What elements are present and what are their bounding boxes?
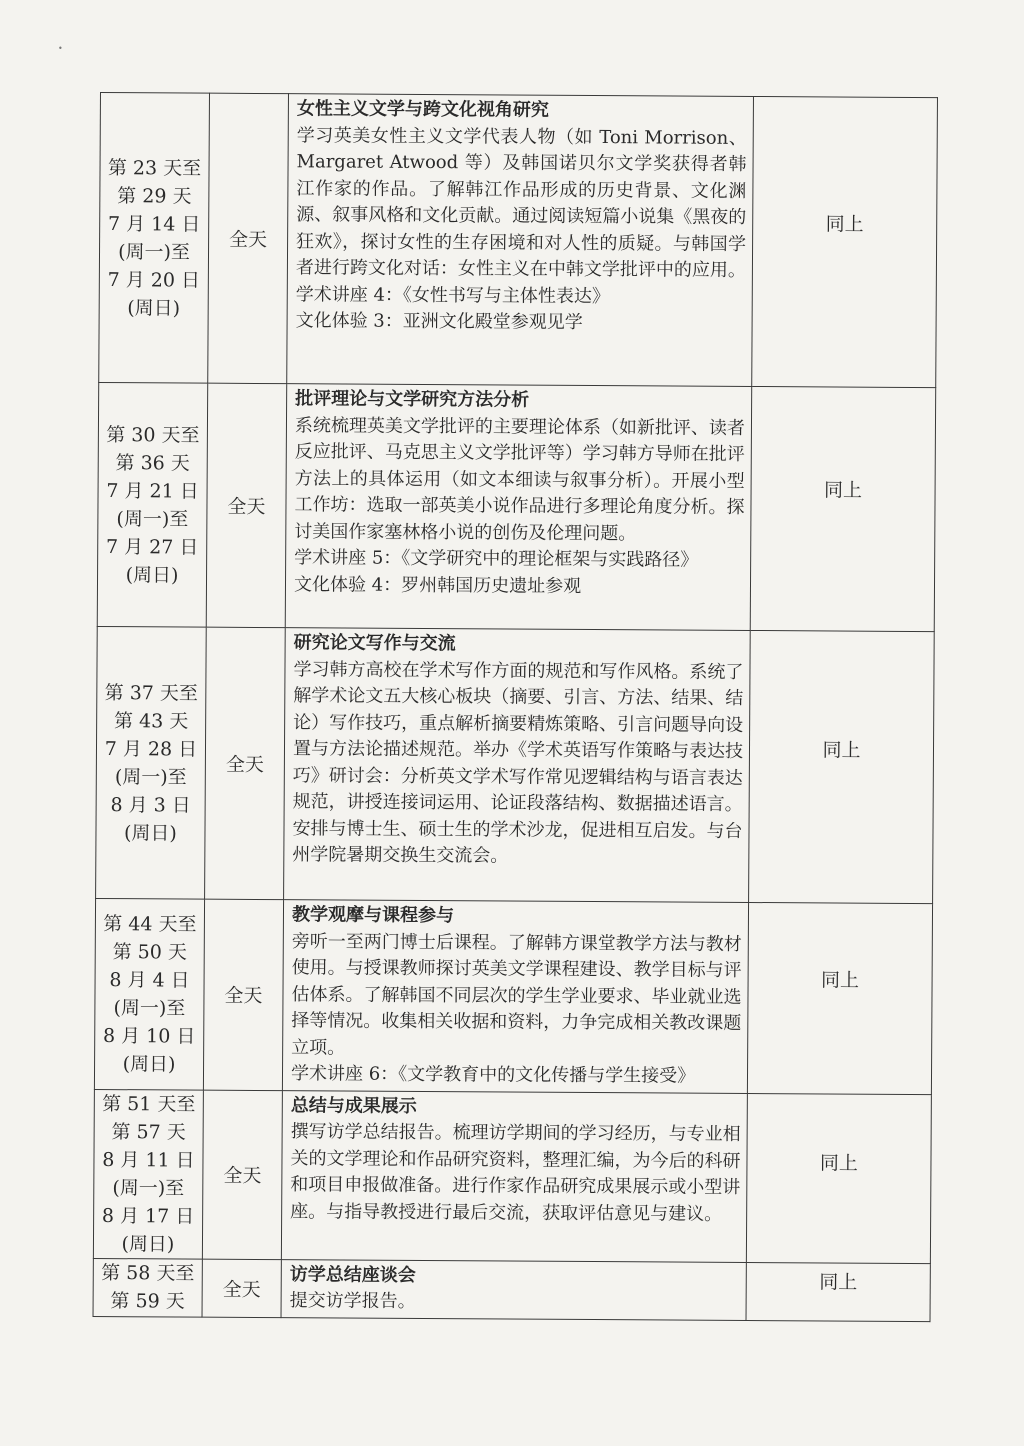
date-line: 第 30 天至 [106,423,200,447]
schedule-body [93,93,937,1322]
date-line: 7 月 28 日 [104,737,198,761]
remark-cell [747,902,932,1094]
date-line: (周一)至 [114,765,187,789]
item-body: 旁听一至两门博士后课程。了解韩方课堂教学方法与教材使用。与授课教师探讨英美文学课程建设、教学目标与评估体系。了解韩国不同层次的学生学业要求、毕业就业选择等情况。收集相关收据和资料，力争完成相关教改课题立项。 [291,930,742,1059]
item-title: 研究论文写作与交流 [293,632,456,655]
content-cell [281,1090,747,1262]
date-line: 7 月 27 日 [105,535,199,559]
content-cell [282,900,748,1093]
date-line: 第 37 天至 [104,681,199,705]
item-body: 提交访学报告。 [289,1290,416,1312]
remark-text: 同上 [819,1270,858,1294]
schedule-row [93,1089,931,1263]
date-line: (周日) [125,563,179,586]
date-line: 8 月 11 日 [102,1148,195,1172]
item-extra: 学术讲座 6：《文学教育中的文化传播与学生接受》 [290,1063,696,1087]
item-extra: 文化体验 4：罗州韩国历史遗址参观 [293,573,582,597]
schedule-row [93,1258,930,1321]
remark-cell [749,630,935,903]
remark-text: 同上 [822,739,861,762]
remark-text: 同上 [823,479,863,502]
date-line: 8 月 10 日 [102,1024,196,1048]
item-body: 撰写访学总结报告。梳理访学期间的学习经历，与专业相关的文学理论和作品研究资料，整理汇编，为今后的科研和项目申报做准备。进行作家作品研究成果展示或小型讲座。与指导教授进行最后交流，获取评估意见与建议。 [290,1121,741,1225]
content-cell [281,1259,746,1320]
item-extra: 学术讲座 5：《文学研究中的理论框架与实践路径》 [294,547,699,571]
schedule-row [96,626,935,903]
remark-cell [746,1093,931,1263]
item-title: 教学观摩与课程参与 [291,904,455,927]
date-line: 第 51 天至 [102,1092,196,1116]
schedule-row [94,898,932,1094]
item-extra: 安排与博士生、硕士生的学术沙龙，促进相互启发。与台州学院暑期交换生交流会。 [292,817,743,867]
date-line: (周日) [127,296,181,319]
item-title: 访学总结座谈会 [289,1263,416,1286]
time-cell: 全天 [203,899,283,1090]
date-line: 7 月 21 日 [106,479,199,503]
item-body: 系统梳理英美文学批评的主要理论体系（如新批评、读者反应批评、马克思主义文学批评等）学习韩方导师在批评方法上的具体运用（如文本细读与叙事分析）。开展小型工作坊：选取一部英美小说作品进行多理论角度分析。探讨美国作家塞林格小说的创伤及伦理问题。 [294,414,746,544]
date-line: (周一)至 [113,996,186,1020]
date-line: 第 44 天至 [103,912,197,936]
date-line: 第 43 天 [113,709,189,733]
item-title: 总结与成果展示 [290,1094,417,1117]
date-line: (周一)至 [118,240,190,264]
date-cell [94,898,204,1089]
time-cell: 全天 [208,93,289,383]
date-line: (周一)至 [112,1176,185,1200]
item-title: 女性主义文学与跨文化视角研究 [296,98,549,121]
date-cell [99,93,210,384]
time-cell: 全天 [206,383,286,627]
content-cell [284,628,751,903]
date-line: 第 36 天 [115,451,190,475]
date-line: 第 50 天 [112,940,187,964]
date-line: (周日) [123,821,177,844]
time-cell: 全天 [205,627,286,899]
schedule-row [99,93,938,388]
remark-text: 同上 [825,213,864,236]
date-line: 7 月 20 日 [107,268,201,292]
date-line: (周日) [121,1232,175,1255]
date-line: 第 59 天 [110,1290,185,1313]
date-line: 第 23 天至 [107,156,202,180]
time-cell: 全天 [202,1259,281,1317]
remark-cell [752,96,938,387]
date-line: 第 29 天 [117,184,192,208]
remark-text: 同上 [821,969,860,992]
item-body: 学习韩方高校在学术写作方面的规范和写作风格。系统了解学术论文五大核心板块（摘要、引言、方法、结果、结论）写作技巧，重点解析摘要精炼策略、引言问题导向设置与方法论描述规范。举办《学术英语写作策略与表达技巧》研讨会：分析英文学术写作常见逻辑结构与语言表达规范，讲授连接词运用、论证段落结构、数据描述语言。 [292,658,744,815]
date-cell [93,1089,203,1259]
date-line: (周日) [122,1052,176,1076]
item-extra: 学术讲座 4：《女性书写与主体性表达》 [295,283,611,307]
remark-cell [746,1262,930,1321]
item-body: 学习英美女性主义文学代表人物（如 Toni Morrison、Margaret Atwood 等）及韩国诺贝尔文学奖获得者韩江作家的作品。了解韩江作品形成的历史背景、文化渊源、叙事风格和文化贡献。通过阅读短篇小说集《黑夜的狂欢》，探讨女性的生存困境和对人性的质疑。与韩国学者进行跨文化对话：女性主义在中韩文学批评中的应用。 [295,124,747,281]
schedule-table [93,92,938,1322]
date-line: 第 57 天 [111,1120,186,1144]
schedule-row [97,382,935,631]
date-cell [97,382,207,627]
item-extra: 文化体验 3：亚洲文化殿堂参观见学 [295,310,583,333]
date-line: (周一)至 [116,507,189,531]
date-line: 第 58 天至 [101,1262,195,1285]
remark-text: 同上 [819,1151,859,1175]
date-line: 8 月 3 日 [110,793,191,817]
date-cell [93,1258,202,1317]
item-title: 批评理论与文学研究方法分析 [295,388,530,411]
date-line: 8 月 17 日 [101,1204,195,1228]
date-line: 7 月 14 日 [107,212,201,236]
content-cell [285,384,751,631]
time-cell: 全天 [202,1090,282,1259]
date-line: 8 月 4 日 [109,968,190,992]
scan-mark: • [58,44,63,53]
remark-cell [750,386,935,631]
content-cell [287,94,754,387]
date-cell [96,626,207,899]
